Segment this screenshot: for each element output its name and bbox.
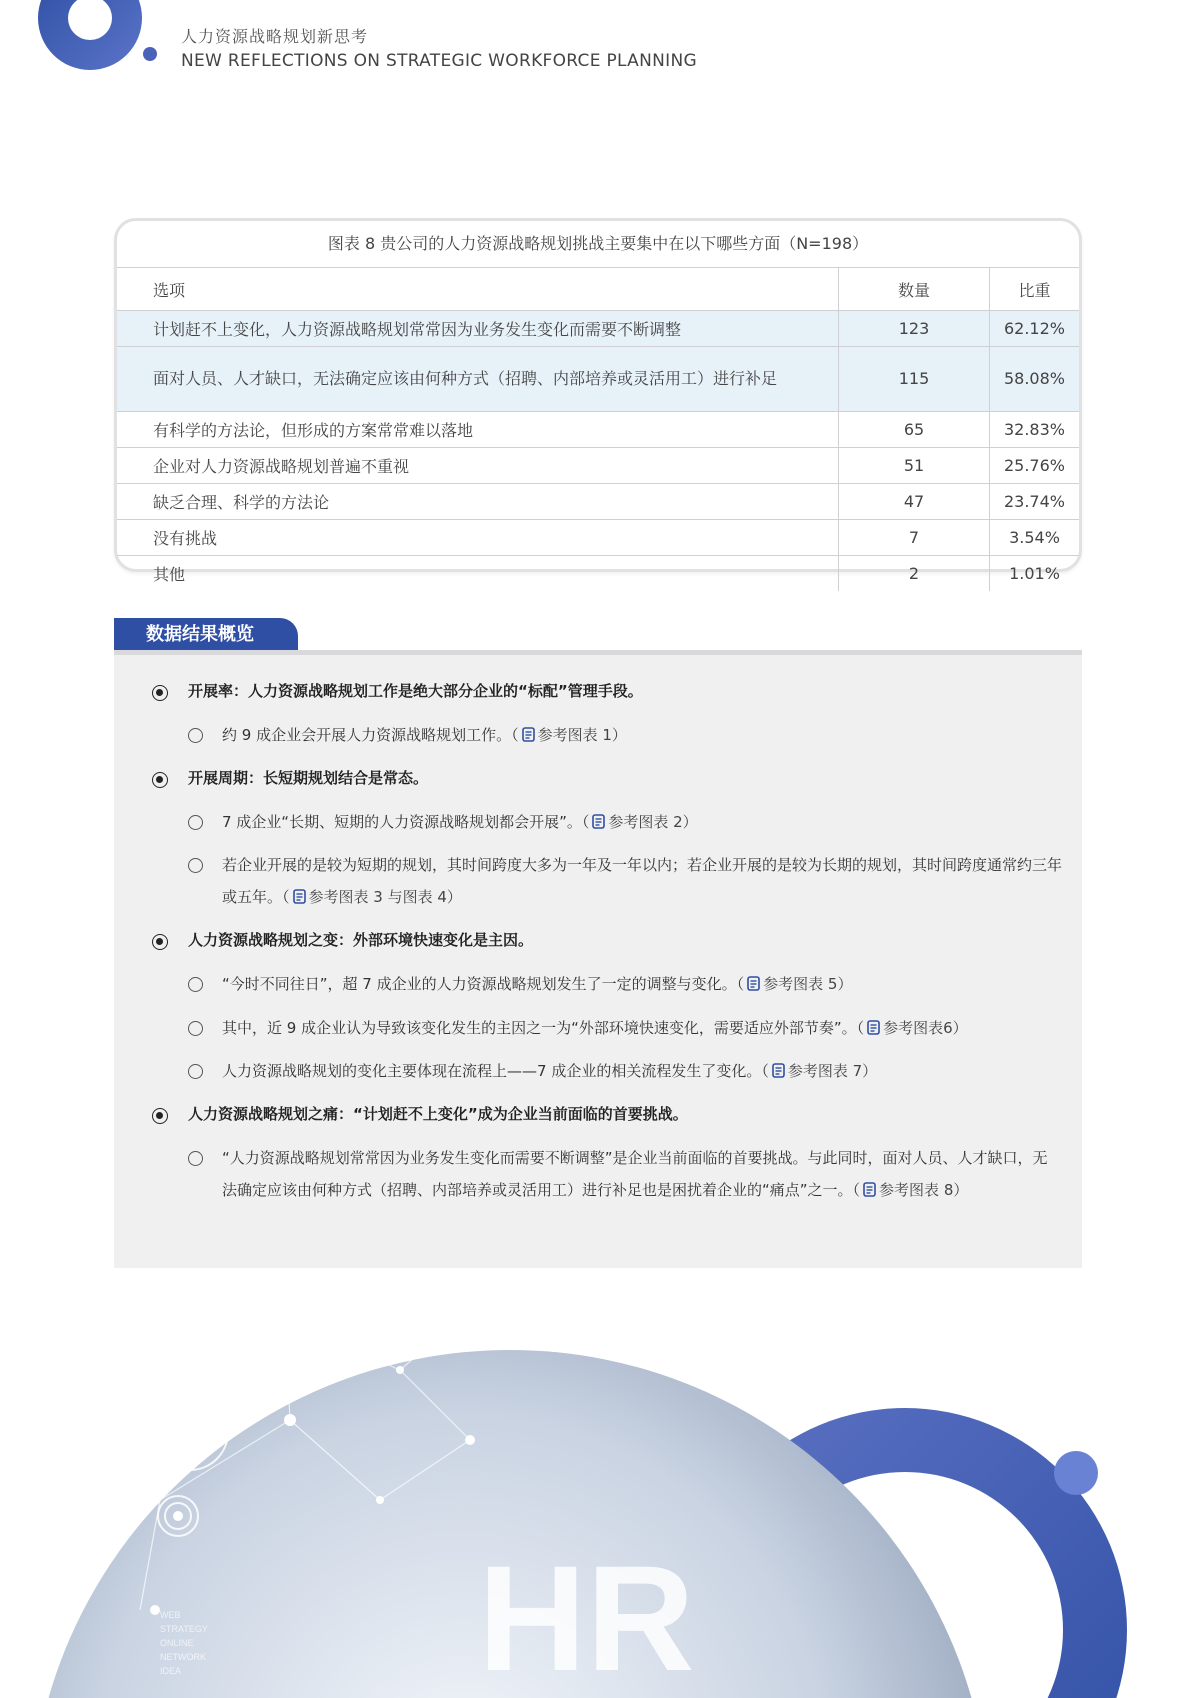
row-option: 缺乏合理、科学的方法论 (117, 484, 839, 520)
row-count: 51 (839, 448, 990, 484)
row-count: 65 (839, 412, 990, 448)
row-option: 没有挑战 (117, 520, 839, 556)
summary-title: 数据结果概览 (114, 618, 298, 652)
side-word: WEB (160, 1610, 181, 1620)
row-count: 47 (839, 484, 990, 520)
bullet-empty-icon (188, 1021, 203, 1036)
row-count: 2 (839, 556, 990, 592)
header-title-en: NEW REFLECTIONS ON STRATEGIC WORKFORCE PLANNING (181, 51, 697, 71)
row-count: 115 (839, 347, 990, 412)
row-count: 7 (839, 520, 990, 556)
summary-sub: “今时不同往日”，超 7 成企业的人力资源战略规划发生了一定的调整与变化。（ 参考图表 5） (222, 968, 1062, 1002)
summary-sub: 约 9 成企业会开展人力资源战略规划工作。（ 参考图表 1） (222, 719, 1062, 753)
summary-main: 人力资源战略规划之痛：“计划赶不上变化”成为企业当前面临的首要挑战。 (188, 1105, 688, 1123)
side-word: ONLINE (160, 1638, 194, 1648)
summary-main: 开展率：人力资源战略规划工作是绝大部分企业的“标配”管理手段。 (188, 682, 643, 700)
row-share: 1.01% (990, 556, 1080, 592)
row-count: 123 (839, 311, 990, 347)
doc-ref-icon (772, 1057, 785, 1089)
header-share: 比重 (990, 268, 1080, 311)
table-row (117, 556, 1079, 592)
row-option: 有科学的方法论，但形成的方案常常难以落地 (117, 412, 839, 448)
table-row (117, 412, 1079, 448)
row-share: 32.83% (990, 412, 1080, 448)
hr-banner-image (0, 1290, 1200, 1698)
side-word: NETWORK (160, 1652, 206, 1662)
bullet-empty-icon (188, 1064, 203, 1079)
header-option: 选项 (117, 268, 839, 311)
summary-sub: 7 成企业“长期、短期的人力资源战略规划都会开展”。（ 参考图表 2） (222, 806, 1062, 840)
summary-sub: “人力资源战略规划常常因为业务发生变化而需要不断调整”是企业当前面临的首要挑战。与此同时，面对人员、人才缺口，无法确定应该由何种方式（招聘、内部培养或灵活用工）进行补足也是困扰着企业的“痛点”之一。（ 参考图表 8） (222, 1142, 1062, 1208)
row-share: 58.08% (990, 347, 1080, 412)
bullet-empty-icon (188, 858, 203, 873)
row-share: 62.12% (990, 311, 1080, 347)
summary-sub: 若企业开展的是较为短期的规划，其时间跨度大多为一年及一年以内；若企业开展的是较为长期的规划，其时间跨度通常约三年或五年。（ 参考图表 3 与图表 4） (222, 849, 1062, 915)
table-row (117, 311, 1079, 347)
bullet-empty-icon (188, 1151, 203, 1166)
table-row (117, 520, 1079, 556)
summary-main: 开展周期：长短期规划结合是常态。 (188, 769, 429, 787)
table-row (117, 347, 1079, 412)
side-word: IDEA (160, 1666, 182, 1676)
bullet-filled-icon (152, 934, 168, 950)
bullet-filled-icon (152, 1108, 168, 1124)
row-option: 企业对人力资源战略规划普遍不重视 (117, 448, 839, 484)
header (181, 24, 697, 71)
row-share: 23.74% (990, 484, 1080, 520)
doc-ref-icon (522, 721, 535, 753)
bullet-empty-icon (188, 815, 203, 830)
doc-ref-icon (592, 808, 605, 840)
row-share: 25.76% (990, 448, 1080, 484)
bullet-empty-icon (188, 728, 203, 743)
summary-panel (114, 650, 1082, 1268)
chart-table-8 (114, 218, 1082, 584)
row-option: 其他 (153, 565, 186, 584)
doc-ref-icon (747, 970, 760, 1002)
summary-sub: 人力资源战略规划的变化主要体现在流程上——7 成企业的相关流程发生了变化。（ 参考图表 7） (222, 1055, 1062, 1089)
table-header-row (117, 268, 1079, 311)
bullet-filled-icon (152, 685, 168, 701)
table-title: 图表 8 贵公司的人力资源战略规划挑战主要集中在以下哪些方面（N=198） (117, 221, 1079, 268)
doc-ref-icon (863, 1176, 876, 1208)
brand-logo (0, 0, 160, 90)
table-row (117, 448, 1079, 484)
bullet-filled-icon (152, 772, 168, 788)
data-table (117, 268, 1079, 591)
row-option: 面对人员、人才缺口，无法确定应该由何种方式（招聘、内部培养或灵活用工）进行补足 (117, 347, 839, 412)
header-title-cn: 人力资源战略规划新思考 (181, 27, 369, 46)
row-option: 计划赶不上变化，人力资源战略规划常常因为业务发生变化而需要不断调整 (117, 311, 839, 347)
hr-text: HR (478, 1534, 695, 1698)
table-row (117, 484, 1079, 520)
doc-ref-icon (867, 1014, 880, 1046)
bullet-empty-icon (188, 977, 203, 992)
row-share: 3.54% (990, 520, 1080, 556)
doc-ref-icon (293, 883, 306, 915)
header-count: 数量 (839, 268, 990, 311)
summary-main: 人力资源战略规划之变：外部环境快速变化是主因。 (188, 931, 534, 949)
side-word: STRATEGY (160, 1624, 208, 1634)
summary-sub: 其中，近 9 成企业认为导致该变化发生的主因之一为“外部环境快速变化，需要适应外部节奏”。（ 参考图表6） (222, 1012, 1062, 1046)
